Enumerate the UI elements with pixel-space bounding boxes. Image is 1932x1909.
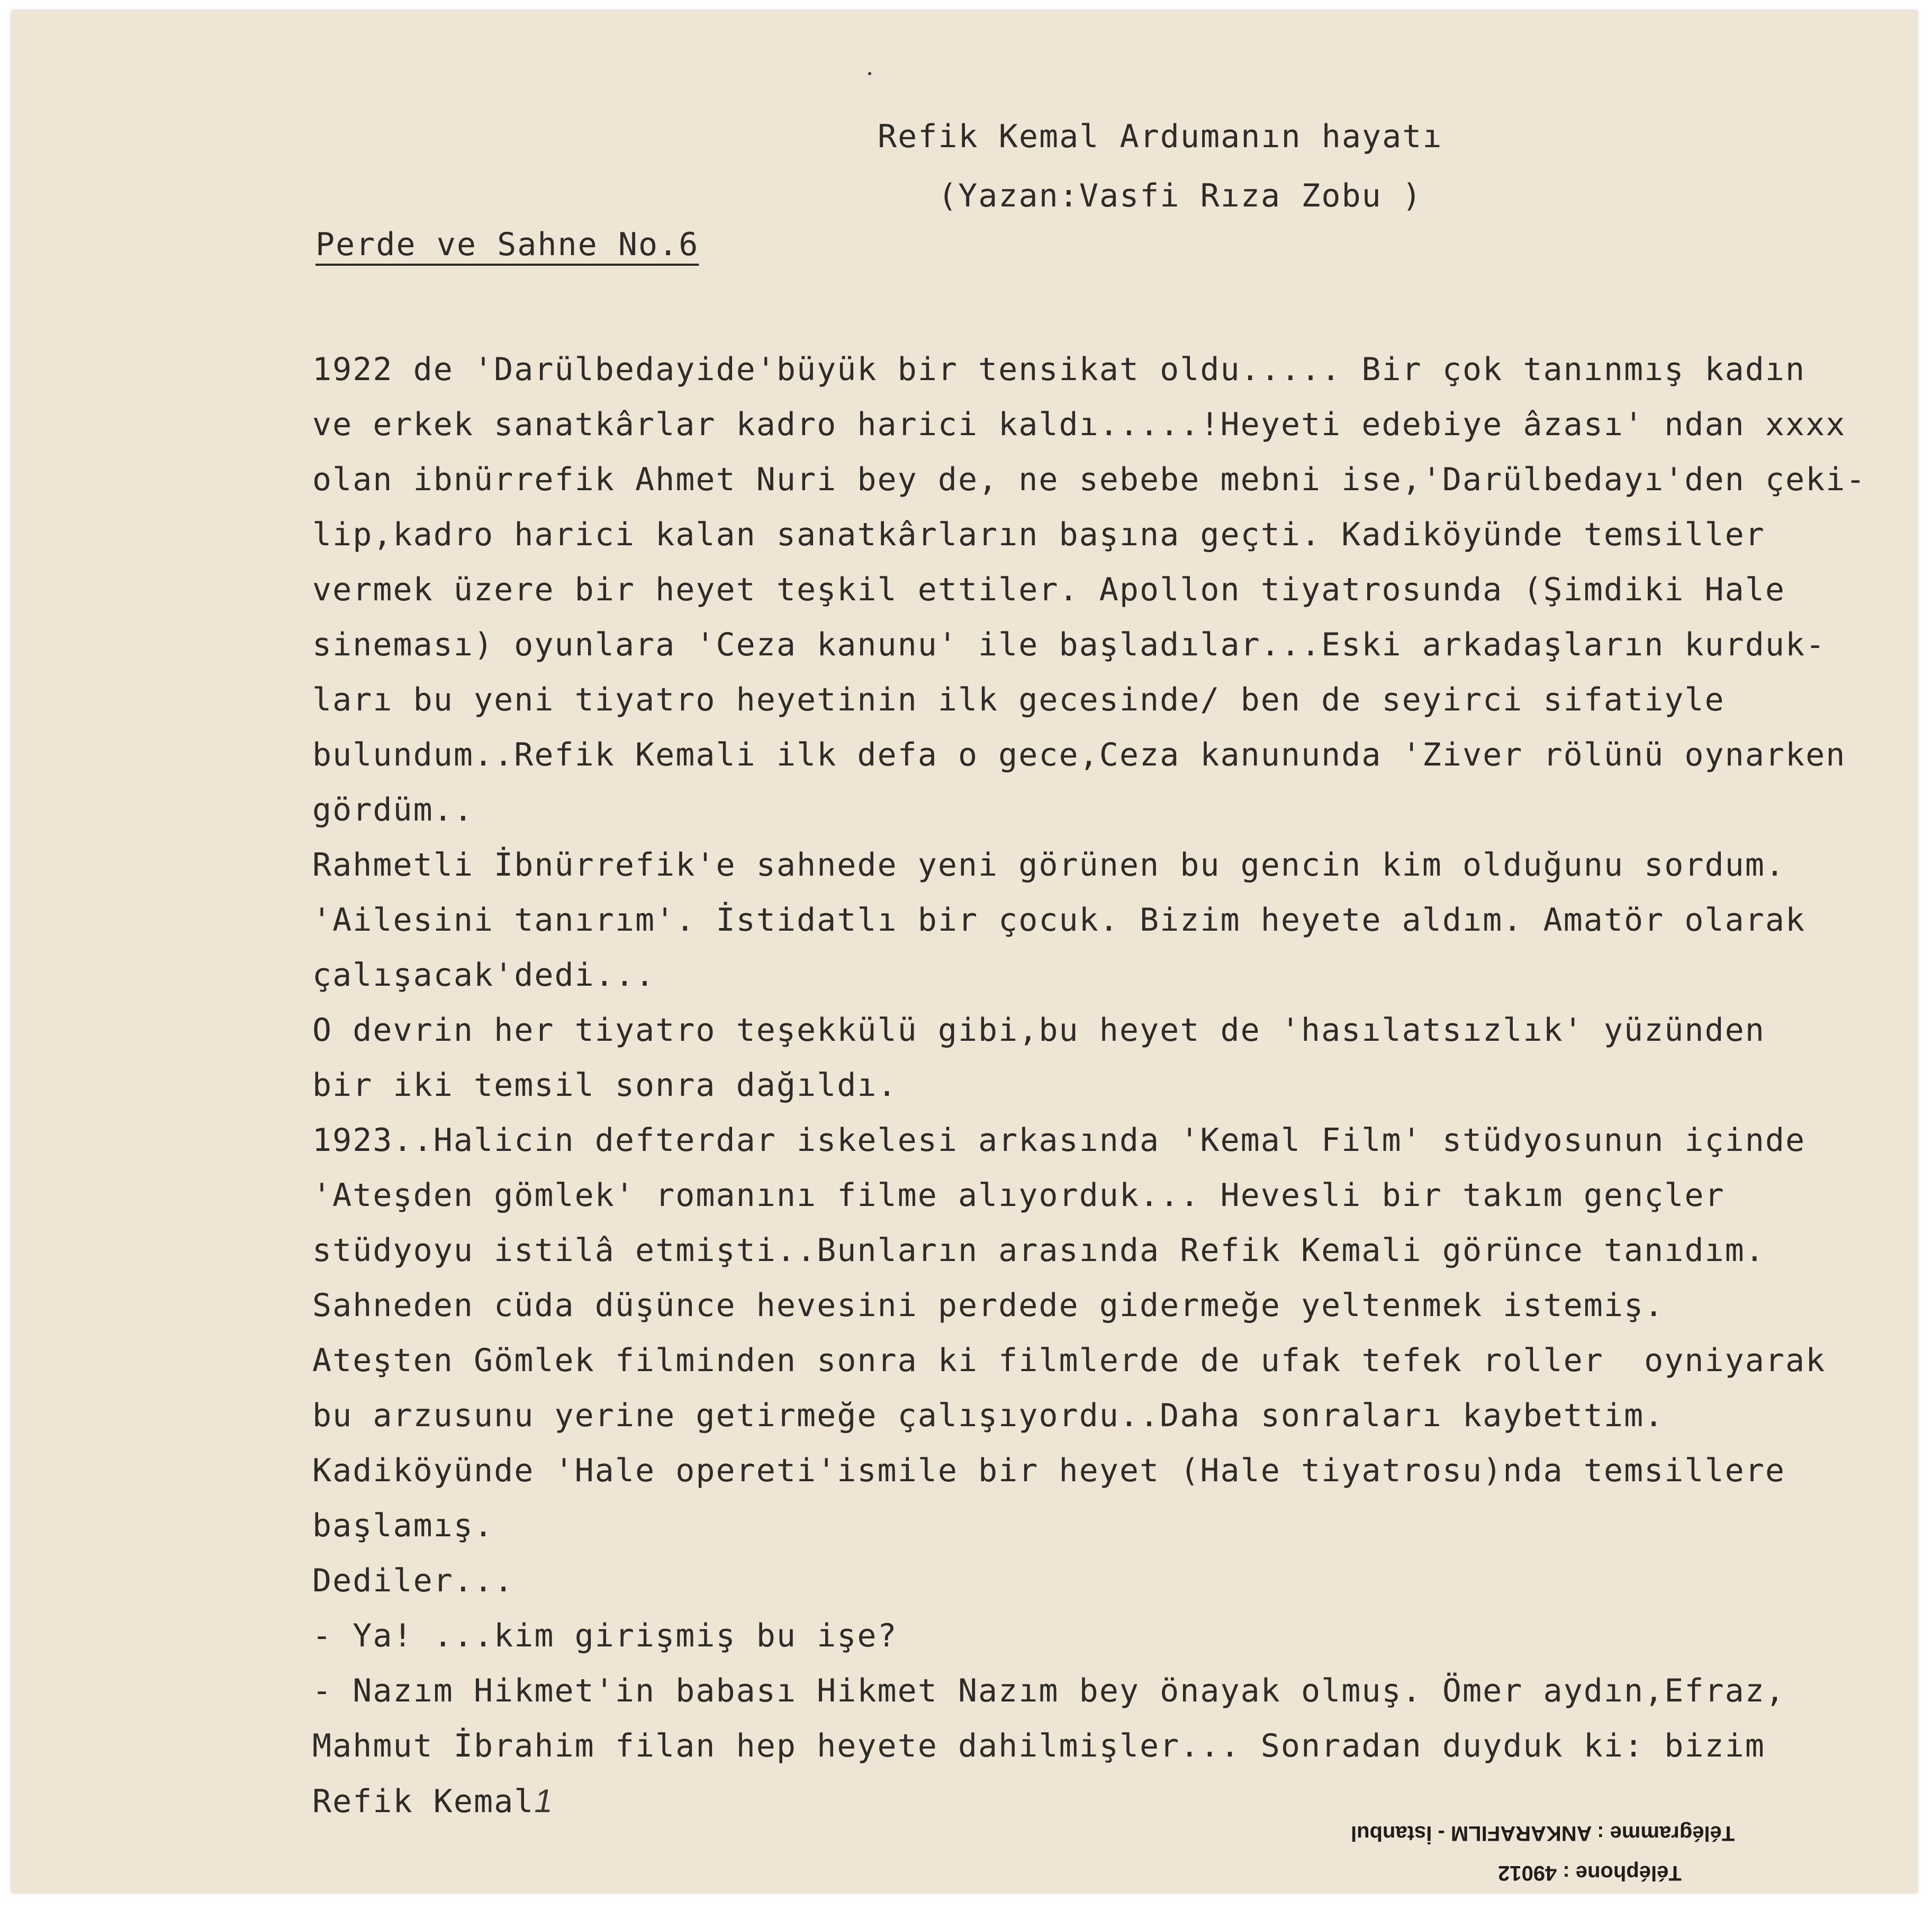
body-line: Rahmetli İbnürrefik'e sahnede yeni görünen bu gencin kim olduğunu sordum. [312,847,1785,884]
body-line: başlamış. [312,1507,494,1544]
body-line: vermek üzere bir heyet teşkil ettiler. Apollon tiyatrosunda (Şimdiki Hale [312,571,1785,608]
body-line: - Nazım Hikmet'in babası Hikmet Nazım bey önayak olmuş. Ömer aydın,Efraz, [312,1672,1785,1709]
section-heading: Perde ve Sahne No.6 [315,226,699,263]
body-line-last [312,1785,554,1818]
body-line: bulundum..Refik Kemali ilk defa o gece,Ceza kanununda 'Ziver rölünü oynarken [312,736,1846,773]
body-line: lip,kadro harici kalan sanatkârların başına geçti. Kadiköyünde temsiller [312,516,1765,553]
body-line: 'Ateşden gömlek' romanını filme alıyorduk... Hevesli bir takım gençler [312,1177,1725,1214]
body-line: stüdyoyu istilâ etmişti..Bunların arasında Refik Kemali görünce tanıdım. [312,1232,1765,1269]
document-title: Refik Kemal Ardumanın hayatı [878,118,1443,155]
body-line: 1923..Halicin defterdar iskelesi arkasında 'Kemal Film' stüdyosunun içinde [312,1122,1806,1159]
body-line: bir iki temsil sonra dağıldı. [312,1067,898,1104]
body-line: - Ya! ...kim girişmiş bu işe? [312,1617,898,1654]
body-line: Mahmut İbrahim filan hep heyete dahilmişler... Sonradan duyduk ki: bizim [312,1727,1765,1764]
body-line: Dediler... [312,1562,514,1599]
ink-speck [868,72,871,75]
body-line: gördüm.. [312,791,474,829]
telephone-stamp: Téléphone : 49012 [1498,1861,1682,1885]
page-number: 1 [534,1783,554,1820]
body-line: Sahneden cüda düşünce hevesini perdede gidermeğe yeltenmek istemiş. [312,1287,1665,1324]
body-line: çalışacak'dedi... [312,957,656,994]
body-line: bu arzusunu yerine getirmeğe çalışıyordu..Daha sonraları kaybettim. [312,1397,1665,1434]
body-line: olan ibnürrefik Ahmet Nuri bey de, ne sebebe mebni ise,'Darülbedayı'den çeki- [312,461,1866,498]
body-line-text: Refik Kemal [312,1783,535,1820]
paper-sheet [12,11,1917,1893]
body-line: 1922 de 'Darülbedayide'büyük bir tensikat oldu..... Bir çok tanınmış kadın [312,351,1806,388]
body-line: O devrin her tiyatro teşekkülü gibi,bu heyet de 'hasılatsızlık' yüzünden [312,1012,1765,1049]
document-author: (Yazan:Vasfi Rıza Zobu ) [938,177,1422,214]
telegram-stamp: Télégramme : ANKARAFILM - İstanbul [1351,1822,1735,1845]
body-line: Ateşten Gömlek filminden sonra ki filmlerde de ufak tefek roller oyniyarak [312,1342,1826,1379]
body-line: sineması) oyunlara 'Ceza kanunu' ile başladılar...Eski arkadaşların kurduk- [312,626,1826,663]
body-line: ve erkek sanatkârlar kadro harici kaldı.....!Heyeti edebiye âzası' ndan xxxx [312,406,1846,443]
body-line: ları bu yeni tiyatro heyetinin ilk gecesinde/ ben de seyirci sifatiyle [312,681,1725,718]
body-line: Kadiköyünde 'Hale opereti'ismile bir heyet (Hale tiyatrosu)nda temsillere [312,1452,1785,1489]
body-line: 'Ailesini tanırım'. İstidatlı bir çocuk. Bizim heyete aldım. Amatör olarak [312,902,1806,939]
